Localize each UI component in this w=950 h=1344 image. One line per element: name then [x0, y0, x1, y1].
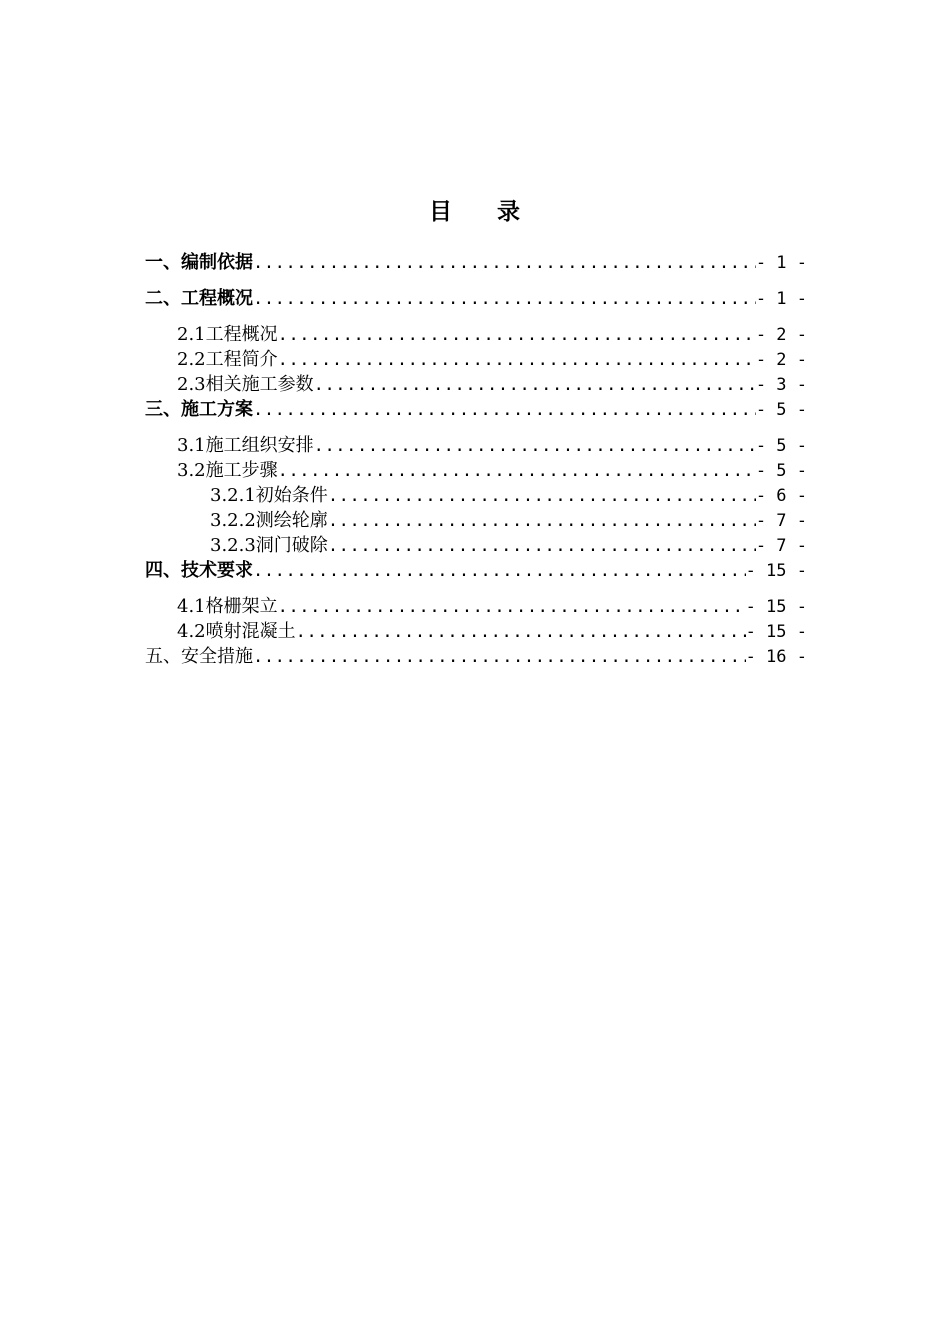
toc-leader-dots: [253, 559, 746, 583]
toc-entry-label: 3.2施工步骤: [177, 460, 278, 481]
toc-entry-label: 四、技术要求: [145, 560, 253, 581]
toc-entry-page: - 7 -: [755, 511, 807, 531]
toc-entry-2-3[interactable]: [145, 373, 807, 397]
toc-entry-label: 3.1施工组织安排: [177, 435, 314, 456]
toc-leader-dots: [328, 509, 756, 533]
toc-entry-label: 3.2.3洞门破除: [210, 535, 328, 556]
toc-entry-page: - 3 -: [755, 375, 807, 395]
toc-entry-page: - 1 -: [755, 289, 807, 309]
toc-leader-dots: [253, 287, 756, 311]
toc-entry-label: 4.1格栅架立: [177, 596, 278, 617]
toc-leader-dots: [278, 348, 756, 372]
toc-leader-dots: [253, 251, 756, 275]
toc-entry-3-2-2[interactable]: [145, 509, 807, 533]
toc-entry-3-2-1[interactable]: [145, 484, 807, 508]
toc-entry-label: 3.2.1初始条件: [210, 485, 328, 506]
toc-entry-page: - 16 -: [745, 647, 807, 667]
toc-entry-label: 4.2喷射混凝土: [177, 621, 296, 642]
toc-entry-page: - 5 -: [755, 400, 807, 420]
toc-entry-page: - 15 -: [745, 561, 807, 581]
toc-entry-5[interactable]: [145, 645, 807, 669]
toc-entry-page: - 5 -: [755, 436, 807, 456]
toc-entry-4[interactable]: [145, 559, 807, 583]
toc-entry-3-2[interactable]: [145, 459, 807, 483]
toc-entry-3[interactable]: [145, 398, 807, 422]
toc-entry-page: - 1 -: [755, 253, 807, 273]
toc-entry-page: - 15 -: [745, 622, 807, 642]
toc-entry-page: - 7 -: [755, 536, 807, 556]
toc-entry-3-2-3[interactable]: [145, 534, 807, 558]
table-of-contents: [145, 0, 807, 1344]
toc-leader-dots: [296, 620, 746, 644]
toc-leader-dots: [278, 595, 746, 619]
toc-title-part2: 录: [497, 199, 521, 225]
toc-title-part1: 目: [429, 199, 453, 225]
toc-leader-dots: [253, 645, 746, 669]
toc-leader-dots: [278, 459, 756, 483]
toc-leader-dots: [314, 434, 756, 458]
toc-entry-page: - 6 -: [755, 486, 807, 506]
toc-entry-label: 三、施工方案: [145, 399, 253, 420]
toc-entry-label: 五、安全措施: [145, 646, 253, 667]
toc-leader-dots: [328, 484, 756, 508]
toc-leader-dots: [328, 534, 756, 558]
toc-entry-page: - 15 -: [745, 597, 807, 617]
toc-entry-label: 2.3相关施工参数: [177, 374, 314, 395]
toc-leader-dots: [253, 398, 756, 422]
toc-entry-4-1[interactable]: [145, 595, 807, 619]
toc-entry-1[interactable]: [145, 251, 807, 275]
toc-leader-dots: [314, 373, 756, 397]
toc-entry-4-2[interactable]: [145, 620, 807, 644]
toc-entry-label: 3.2.2测绘轮廓: [210, 510, 328, 531]
toc-entry-2-1[interactable]: [145, 323, 807, 347]
toc-entry-page: - 5 -: [755, 461, 807, 481]
toc-entry-label: 一、编制依据: [145, 252, 253, 273]
toc-entry-2[interactable]: [145, 287, 807, 311]
toc-entry-label: 2.1工程概况: [177, 324, 278, 345]
toc-entry-page: - 2 -: [755, 350, 807, 370]
toc-entry-3-1[interactable]: [145, 434, 807, 458]
toc-entry-2-2[interactable]: [145, 348, 807, 372]
toc-entry-page: - 2 -: [755, 325, 807, 345]
toc-entry-label: 2.2工程简介: [177, 349, 278, 370]
toc-leader-dots: [278, 323, 756, 347]
toc-entry-label: 二、工程概况: [145, 288, 253, 309]
